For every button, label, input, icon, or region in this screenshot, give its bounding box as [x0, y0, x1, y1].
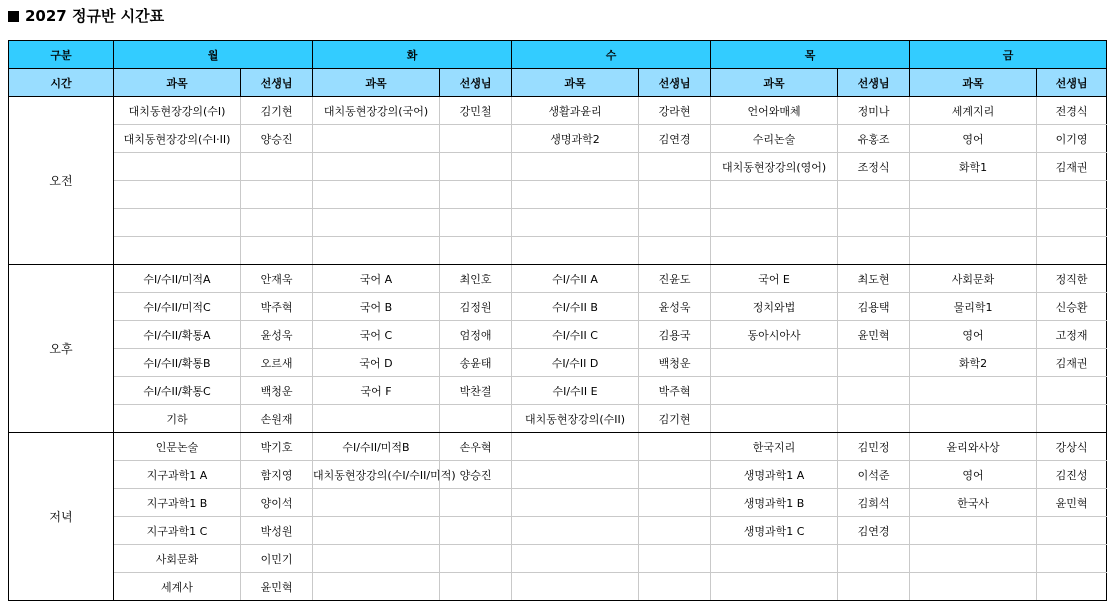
- teacher-cell: 김재권: [1037, 349, 1107, 377]
- subject-cell: [512, 181, 639, 209]
- teacher-cell: 김진성: [1037, 461, 1107, 489]
- table-row: [9, 545, 1107, 573]
- subject-cell: [910, 545, 1037, 573]
- teacher-cell: 양승진: [241, 125, 313, 153]
- teacher-cell: 김기현: [639, 405, 711, 433]
- subject-cell: 국어 E: [711, 265, 838, 293]
- table-row: [9, 97, 1107, 125]
- teacher-cell: [639, 545, 711, 573]
- subject-cell: 인문논술: [114, 433, 241, 461]
- table-row: [9, 461, 1107, 489]
- day-header: 금: [910, 41, 1107, 69]
- teacher-cell: [241, 237, 313, 265]
- teacher-cell: 엄정애: [440, 321, 512, 349]
- teacher-cell: 박기호: [241, 433, 313, 461]
- header-row-columns: [9, 69, 1107, 97]
- teacher-cell: 양승진: [440, 461, 512, 489]
- subject-cell: 영어: [910, 321, 1037, 349]
- teacher-cell: 이기영: [1037, 125, 1107, 153]
- teacher-cell: [440, 181, 512, 209]
- teacher-cell: [838, 181, 910, 209]
- teacher-cell: [1037, 377, 1107, 405]
- teacher-cell: 전경식: [1037, 97, 1107, 125]
- subject-cell: [313, 237, 440, 265]
- teacher-cell: [639, 573, 711, 601]
- subject-cell: 수리논술: [711, 125, 838, 153]
- subject-cell: 생명과학1 C: [711, 517, 838, 545]
- subject-cell: [512, 209, 639, 237]
- subject-cell: 수I/수II D: [512, 349, 639, 377]
- subject-cell: [313, 405, 440, 433]
- teacher-cell: 윤민혁: [1037, 489, 1107, 517]
- teacher-cell: 송윤태: [440, 349, 512, 377]
- table-row: [9, 125, 1107, 153]
- subject-cell: 수I/수II/미적C: [114, 293, 241, 321]
- subject-cell: [313, 153, 440, 181]
- subject-cell: [512, 573, 639, 601]
- teacher-cell: [639, 433, 711, 461]
- teacher-cell: [838, 349, 910, 377]
- subject-cell: [711, 209, 838, 237]
- subject-cell: 대치동현장강의(수I·II): [114, 125, 241, 153]
- table-row: [9, 573, 1107, 601]
- subject-cell: 수I/수II/미적B: [313, 433, 440, 461]
- table-row: [9, 433, 1107, 461]
- teacher-cell: 윤민혁: [241, 573, 313, 601]
- subject-column-header: 과목: [512, 69, 639, 97]
- table-row: [9, 237, 1107, 265]
- teacher-cell: 양이석: [241, 489, 313, 517]
- subject-cell: 대치동현장강의(수I): [114, 97, 241, 125]
- teacher-cell: 윤성욱: [639, 293, 711, 321]
- subject-cell: 대치동현장강의(수I/수II/미적): [313, 461, 440, 489]
- teacher-cell: 박주혁: [241, 293, 313, 321]
- subject-cell: 동아시아사: [711, 321, 838, 349]
- subject-cell: 사회문화: [910, 265, 1037, 293]
- subject-cell: 수I/수II A: [512, 265, 639, 293]
- teacher-cell: 신승환: [1037, 293, 1107, 321]
- teacher-cell: [241, 209, 313, 237]
- teacher-cell: 김민정: [838, 433, 910, 461]
- teacher-cell: 윤민혁: [838, 321, 910, 349]
- subject-cell: [512, 237, 639, 265]
- subject-cell: 한국지리: [711, 433, 838, 461]
- teacher-cell: [639, 489, 711, 517]
- teacher-cell: 김희석: [838, 489, 910, 517]
- subject-cell: 국어 C: [313, 321, 440, 349]
- subject-cell: [512, 433, 639, 461]
- teacher-cell: 김연경: [639, 125, 711, 153]
- teacher-cell: [639, 181, 711, 209]
- subject-cell: [910, 573, 1037, 601]
- subject-cell: 정치와법: [711, 293, 838, 321]
- category-header: 구분: [9, 41, 114, 69]
- subject-cell: [512, 545, 639, 573]
- teacher-cell: 이민기: [241, 545, 313, 573]
- subject-cell: 물리학1: [910, 293, 1037, 321]
- teacher-cell: [838, 209, 910, 237]
- subject-cell: 지구과학1 C: [114, 517, 241, 545]
- teacher-cell: 김재권: [1037, 153, 1107, 181]
- subject-cell: 세계사: [114, 573, 241, 601]
- teacher-cell: [639, 209, 711, 237]
- teacher-cell: 이석준: [838, 461, 910, 489]
- teacher-cell: 유홍조: [838, 125, 910, 153]
- subject-cell: 수I/수II/확통C: [114, 377, 241, 405]
- subject-cell: [313, 545, 440, 573]
- subject-cell: 세계지리: [910, 97, 1037, 125]
- teacher-column-header: 선생님: [1037, 69, 1107, 97]
- subject-cell: 수I/수II/미적A: [114, 265, 241, 293]
- table-row: [9, 349, 1107, 377]
- teacher-cell: 강민철: [440, 97, 512, 125]
- teacher-column-header: 선생님: [241, 69, 313, 97]
- subject-column-header: 과목: [910, 69, 1037, 97]
- subject-cell: 수I/수II B: [512, 293, 639, 321]
- subject-cell: 국어 A: [313, 265, 440, 293]
- period-label: 저녁: [9, 433, 114, 601]
- page-title-text: 2027 정규반 시간표: [25, 7, 165, 25]
- teacher-cell: [639, 517, 711, 545]
- time-header: 시간: [9, 69, 114, 97]
- teacher-cell: [1037, 517, 1107, 545]
- subject-cell: [313, 573, 440, 601]
- subject-cell: [313, 125, 440, 153]
- subject-cell: 지구과학1 A: [114, 461, 241, 489]
- table-row: [9, 265, 1107, 293]
- teacher-cell: 정미나: [838, 97, 910, 125]
- subject-cell: 기하: [114, 405, 241, 433]
- subject-column-header: 과목: [114, 69, 241, 97]
- teacher-cell: [1037, 209, 1107, 237]
- day-header: 수: [512, 41, 711, 69]
- teacher-cell: 김기현: [241, 97, 313, 125]
- square-bullet-icon: [8, 11, 19, 22]
- teacher-cell: 최인호: [440, 265, 512, 293]
- teacher-cell: [1037, 237, 1107, 265]
- teacher-cell: [440, 489, 512, 517]
- subject-cell: [711, 181, 838, 209]
- teacher-cell: 안재욱: [241, 265, 313, 293]
- table-row: [9, 293, 1107, 321]
- page-title: [8, 4, 164, 28]
- subject-cell: [910, 517, 1037, 545]
- subject-cell: [313, 209, 440, 237]
- subject-cell: 생활과윤리: [512, 97, 639, 125]
- table-row: [9, 405, 1107, 433]
- teacher-cell: 김연경: [838, 517, 910, 545]
- subject-cell: [711, 405, 838, 433]
- teacher-cell: 강상식: [1037, 433, 1107, 461]
- subject-cell: [313, 181, 440, 209]
- subject-cell: [711, 377, 838, 405]
- day-header: 월: [114, 41, 313, 69]
- subject-cell: 대치동현장강의(국어): [313, 97, 440, 125]
- table-row: [9, 517, 1107, 545]
- teacher-cell: [838, 405, 910, 433]
- teacher-cell: 손우혁: [440, 433, 512, 461]
- subject-cell: 수I/수II/확통B: [114, 349, 241, 377]
- teacher-cell: [1037, 573, 1107, 601]
- teacher-cell: 윤성욱: [241, 321, 313, 349]
- subject-cell: [512, 517, 639, 545]
- teacher-cell: 백청운: [639, 349, 711, 377]
- subject-cell: 대치동현장강의(수II): [512, 405, 639, 433]
- teacher-cell: 김용국: [639, 321, 711, 349]
- table-row: [9, 181, 1107, 209]
- subject-cell: [711, 545, 838, 573]
- subject-cell: 수I/수II E: [512, 377, 639, 405]
- teacher-cell: [241, 181, 313, 209]
- teacher-cell: [440, 545, 512, 573]
- subject-cell: [711, 237, 838, 265]
- subject-cell: [711, 573, 838, 601]
- teacher-cell: [440, 573, 512, 601]
- subject-cell: 대치동현장강의(영어): [711, 153, 838, 181]
- teacher-cell: [639, 461, 711, 489]
- subject-cell: 지구과학1 B: [114, 489, 241, 517]
- subject-column-header: 과목: [711, 69, 838, 97]
- subject-cell: [512, 489, 639, 517]
- teacher-cell: [241, 153, 313, 181]
- teacher-cell: [838, 573, 910, 601]
- teacher-cell: 박찬결: [440, 377, 512, 405]
- header-row-days: [9, 41, 1107, 69]
- subject-cell: 언어와매체: [711, 97, 838, 125]
- day-header: 화: [313, 41, 512, 69]
- teacher-cell: [1037, 405, 1107, 433]
- teacher-cell: [1037, 545, 1107, 573]
- subject-cell: 한국사: [910, 489, 1037, 517]
- teacher-cell: 김용택: [838, 293, 910, 321]
- teacher-cell: 고정재: [1037, 321, 1107, 349]
- subject-cell: [910, 405, 1037, 433]
- table-row: [9, 489, 1107, 517]
- teacher-cell: 김정원: [440, 293, 512, 321]
- teacher-cell: 정직한: [1037, 265, 1107, 293]
- subject-cell: [910, 181, 1037, 209]
- subject-cell: [313, 517, 440, 545]
- table-row: [9, 153, 1107, 181]
- teacher-cell: [440, 209, 512, 237]
- timetable: [8, 40, 1107, 601]
- teacher-cell: [639, 153, 711, 181]
- teacher-cell: [838, 377, 910, 405]
- subject-cell: 생명과학2: [512, 125, 639, 153]
- teacher-cell: [838, 545, 910, 573]
- subject-column-header: 과목: [313, 69, 440, 97]
- subject-cell: [711, 349, 838, 377]
- subject-cell: 국어 D: [313, 349, 440, 377]
- subject-cell: [114, 209, 241, 237]
- teacher-column-header: 선생님: [639, 69, 711, 97]
- subject-cell: [114, 237, 241, 265]
- teacher-cell: 진윤도: [639, 265, 711, 293]
- subject-cell: [910, 377, 1037, 405]
- teacher-column-header: 선생님: [440, 69, 512, 97]
- subject-cell: 수I/수II/확통A: [114, 321, 241, 349]
- teacher-cell: 오르새: [241, 349, 313, 377]
- subject-cell: 사회문화: [114, 545, 241, 573]
- subject-cell: 수I/수II C: [512, 321, 639, 349]
- teacher-cell: [440, 153, 512, 181]
- period-label: 오후: [9, 265, 114, 433]
- subject-cell: 윤리와사상: [910, 433, 1037, 461]
- table-row: [9, 209, 1107, 237]
- subject-cell: 국어 F: [313, 377, 440, 405]
- subject-cell: [114, 153, 241, 181]
- teacher-cell: 함지영: [241, 461, 313, 489]
- subject-cell: [910, 209, 1037, 237]
- table-row: [9, 321, 1107, 349]
- teacher-column-header: 선생님: [838, 69, 910, 97]
- teacher-cell: 최도현: [838, 265, 910, 293]
- subject-cell: [313, 489, 440, 517]
- day-header: 목: [711, 41, 910, 69]
- teacher-cell: [1037, 181, 1107, 209]
- teacher-cell: 손원재: [241, 405, 313, 433]
- subject-cell: 생명과학1 A: [711, 461, 838, 489]
- subject-cell: [114, 181, 241, 209]
- subject-cell: [512, 153, 639, 181]
- teacher-cell: [440, 125, 512, 153]
- teacher-cell: [838, 237, 910, 265]
- subject-cell: [910, 237, 1037, 265]
- teacher-cell: [440, 405, 512, 433]
- teacher-cell: [440, 517, 512, 545]
- teacher-cell: 조정식: [838, 153, 910, 181]
- subject-cell: [512, 461, 639, 489]
- subject-cell: 생명과학1 B: [711, 489, 838, 517]
- teacher-cell: 강라현: [639, 97, 711, 125]
- subject-cell: 국어 B: [313, 293, 440, 321]
- table-row: [9, 377, 1107, 405]
- subject-cell: 화학1: [910, 153, 1037, 181]
- teacher-cell: [440, 237, 512, 265]
- period-label: 오전: [9, 97, 114, 265]
- subject-cell: 화학2: [910, 349, 1037, 377]
- teacher-cell: 박성원: [241, 517, 313, 545]
- subject-cell: 영어: [910, 461, 1037, 489]
- subject-cell: 영어: [910, 125, 1037, 153]
- teacher-cell: 박주혁: [639, 377, 711, 405]
- teacher-cell: [639, 237, 711, 265]
- teacher-cell: 백청운: [241, 377, 313, 405]
